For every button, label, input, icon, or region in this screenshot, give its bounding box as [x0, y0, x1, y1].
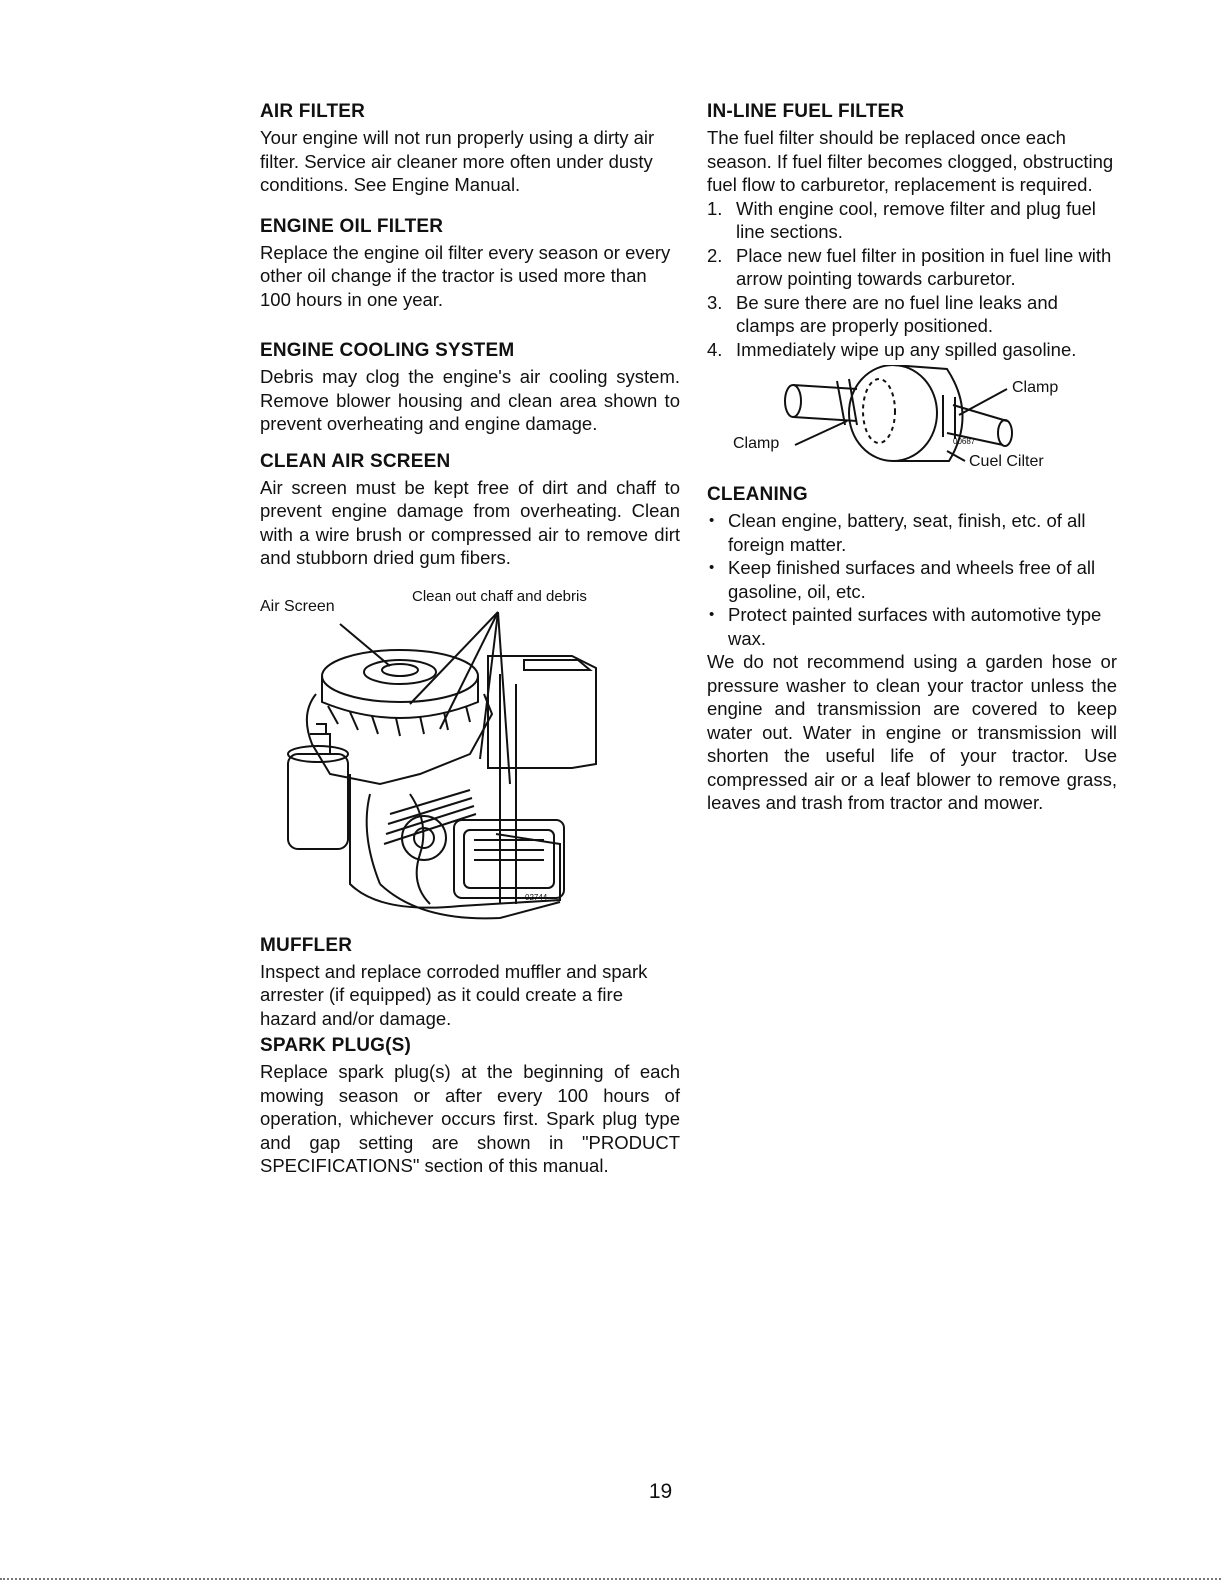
- cleaning-bullets: [707, 509, 1117, 650]
- engine-part-number: 02744: [525, 892, 548, 902]
- engine-figure: [260, 584, 680, 924]
- step-text: Be sure there are no fuel line leaks and clamps are properly positioned.: [736, 291, 1058, 336]
- list-item: [707, 197, 1117, 244]
- clean-out-label: Clean out chaff and debris: [412, 587, 587, 605]
- step-text: With engine cool, remove filter and plug fuel line sections.: [736, 197, 1096, 242]
- list-item: • Clean engine, battery, seat, finish, etc. of all foreign matter.: [707, 509, 1117, 556]
- section-engine-cooling: [260, 339, 680, 436]
- section-spark-plugs: [260, 1034, 680, 1178]
- muffler-body: Inspect and replace corroded muffler and spark arrester (if equipped) as it could create a fire hazard and/or damage.: [260, 960, 648, 1029]
- list-item: [707, 291, 1117, 338]
- list-item: [707, 338, 1117, 362]
- clamp-left-label: Clamp: [733, 435, 780, 452]
- engine-cooling-body: Debris may clog the engine's air cooling system. Remove blower housing and clean area shown to prevent overheating and engine damage.: [260, 366, 680, 434]
- clamp-right-label: Clamp: [1012, 379, 1059, 396]
- clean-air-screen-body: Air screen must be kept free of dirt and chaff to prevent engine damage from overheating. Clean with a wire brush or compressed air to remove dirt and stubborn dried gum fibers.: [260, 476, 680, 568]
- fuel-filter-steps: [707, 197, 1117, 362]
- section-clean-air-screen: [260, 450, 680, 570]
- inline-fuel-filter-body: The fuel filter should be replaced once each season. If fuel filter becomes clogged, obstructing fuel flow to carburetor, replacement is required.: [707, 127, 1114, 195]
- list-item: [707, 244, 1117, 291]
- engine-oil-filter-body: Replace the engine oil filter every season or every other oil change if the tractor is used more than 100 hours in one year.: [260, 241, 671, 310]
- step-text: Place new fuel filter in position in fuel line with arrow pointing towards carburetor.: [736, 244, 1112, 289]
- clean-air-screen-heading: CLEAN AIR SCREEN: [260, 450, 451, 472]
- page-number: 19: [648, 1480, 673, 1503]
- air-screen-label: Air Screen: [260, 597, 335, 615]
- step-number: 3.: [707, 291, 723, 313]
- engine-cooling-heading: ENGINE COOLING SYSTEM: [260, 340, 515, 361]
- cleaning-body: We do not recommend using a garden hose or pressure washer to clean your tractor unless the engine and transmission are covered to keep water out. Water in engine or transmission will shorten the useful life of your tractor. Use compressed air or a leaf blower to remove grass, leaves and trash from tractor and mower.: [707, 651, 1117, 813]
- air-filter-heading: AIR FILTER: [260, 101, 366, 122]
- air-filter-body: Your engine will not run properly using a dirty air filter. Service air cleaner more often under dusty conditions. See Engine Manual.: [260, 127, 655, 195]
- engine-oil-filter-heading: ENGINE OIL FILTER: [260, 215, 444, 237]
- muffler-heading: MUFFLER: [260, 934, 353, 956]
- inline-fuel-filter-heading: IN-LINE FUEL FILTER: [707, 101, 905, 122]
- section-muffler: [260, 934, 680, 1031]
- cleaning-heading: CLEANING: [707, 484, 808, 505]
- step-number: 4.: [707, 338, 723, 360]
- left-column: [260, 100, 680, 1192]
- step-text: Immediately wipe up any spilled gasoline.: [736, 338, 1077, 360]
- section-cleaning: [707, 483, 1117, 815]
- section-engine-oil-filter: [260, 215, 680, 312]
- bottom-divider: [0, 1578, 1221, 1580]
- fuel-filter-part-number: 00687: [953, 437, 976, 446]
- section-air-filter: [260, 100, 680, 197]
- step-number: 2.: [707, 244, 723, 266]
- section-inline-fuel-filter: [707, 100, 1117, 361]
- fuel-filter-label: Cuel Cilter: [969, 453, 1044, 470]
- step-number: 1.: [707, 197, 723, 219]
- list-item: • Keep finished surfaces and wheels free of all gasoline, oil, etc.: [707, 556, 1117, 603]
- right-column: [707, 100, 1117, 815]
- spark-plugs-heading: SPARK PLUG(S): [260, 1035, 412, 1056]
- list-item: • Protect painted surfaces with automotive type wax.: [707, 603, 1117, 650]
- spark-plugs-body: Replace spark plug(s) at the beginning of each mowing season or after every 100 hours of operation, whichever occurs first. Spark plug type and gap setting are shown in "PRODUCT SPECIFICATIONS" section of this manual.: [260, 1061, 680, 1176]
- fuel-filter-figure: [707, 365, 1117, 483]
- engine-illustration: [260, 584, 680, 924]
